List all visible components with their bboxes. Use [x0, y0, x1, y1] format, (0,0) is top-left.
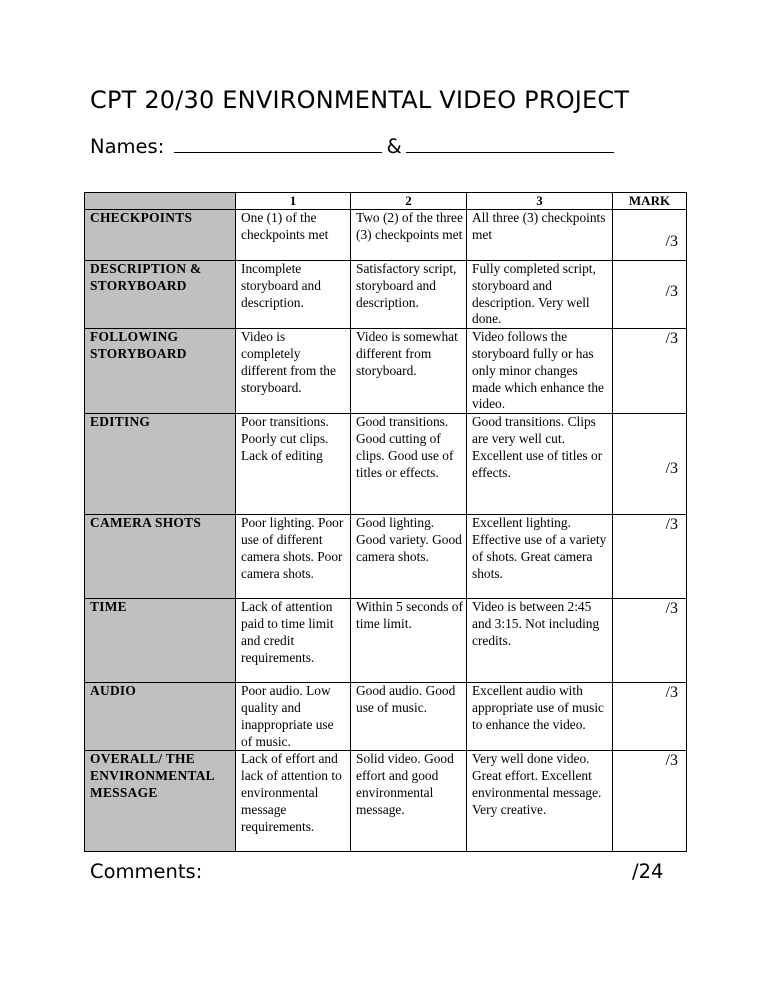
level-1-cell: Poor lighting. Poor use of different camera shots. Poor camera shots.	[236, 515, 351, 599]
rubric-header-row	[85, 193, 687, 210]
table-row	[85, 751, 687, 852]
names-separator: &	[386, 135, 402, 158]
mark-cell[interactable]	[613, 414, 687, 515]
mark-cell[interactable]	[613, 515, 687, 599]
mark-cell[interactable]	[613, 261, 687, 329]
page-title: CPT 20/30 ENVIRONMENTAL VIDEO PROJECT	[90, 86, 630, 114]
criterion-overall-environmental-message: OVERALL/ THE ENVIRONMENTAL MESSAGE	[85, 751, 236, 852]
table-row	[85, 683, 687, 751]
level-2-cell: Good lighting. Good variety. Good camera shots.	[351, 515, 467, 599]
mark-value: /3	[665, 460, 678, 478]
level-3-cell: Very well done video. Great effort. Excellent environmental message. Very creative.	[467, 751, 613, 852]
criterion-description-storyboard: DESCRIPTION & STORYBOARD	[85, 261, 236, 329]
level-3-cell: Video is between 2:45 and 3:15. Not including credits.	[467, 599, 613, 683]
level-3-cell: Excellent lighting. Effective use of a variety of shots. Great camera shots.	[467, 515, 613, 599]
mark-value: /3	[665, 684, 678, 702]
level-1-cell: Lack of attention paid to time limit and credit requirements.	[236, 599, 351, 683]
level-1-cell: One (1) of the checkpoints met	[236, 210, 351, 261]
level-1-cell: Poor transitions. Poorly cut clips. Lack of editing	[236, 414, 351, 515]
mark-value: /3	[665, 330, 678, 348]
name-blank-2[interactable]	[406, 134, 614, 153]
comments-label: Comments:	[90, 860, 203, 883]
level-3-cell: Excellent audio with appropriate use of music to enhance the video.	[467, 683, 613, 751]
criterion-audio: AUDIO	[85, 683, 236, 751]
criterion-camera-shots: CAMERA SHOTS	[85, 515, 236, 599]
level-2-cell: Within 5 seconds of time limit.	[351, 599, 467, 683]
mark-cell[interactable]	[613, 329, 687, 414]
level-2-cell: Two (2) of the three (3) checkpoints met	[351, 210, 467, 261]
rubric-table	[84, 192, 687, 852]
level-3-cell: All three (3) checkpoints met	[467, 210, 613, 261]
table-row	[85, 210, 687, 261]
mark-value: /3	[665, 516, 678, 534]
level-1-cell: Incomplete storyboard and description.	[236, 261, 351, 329]
table-row	[85, 599, 687, 683]
level-3-cell: Video follows the storyboard fully or has only minor changes made which enhance the video.	[467, 329, 613, 414]
criterion-following-storyboard: FOLLOWING STORYBOARD	[85, 329, 236, 414]
mark-cell[interactable]	[613, 683, 687, 751]
criterion-checkpoints: CHECKPOINTS	[85, 210, 236, 261]
table-row	[85, 414, 687, 515]
level-1-cell: Lack of effort and lack of attention to environmental message requirements.	[236, 751, 351, 852]
names-line	[90, 134, 618, 158]
table-row	[85, 261, 687, 329]
level-2-cell: Good transitions. Good cutting of clips. Good use of titles or effects.	[351, 414, 467, 515]
header-level-2: 2	[351, 193, 467, 210]
level-1-cell: Poor audio. Low quality and inappropriate use of music.	[236, 683, 351, 751]
table-row	[85, 329, 687, 414]
level-2-cell: Satisfactory script, storyboard and description.	[351, 261, 467, 329]
mark-cell[interactable]	[613, 751, 687, 852]
level-2-cell: Video is somewhat different from storyboard.	[351, 329, 467, 414]
mark-value: /3	[665, 233, 678, 250]
mark-value: /3	[665, 600, 678, 618]
header-mark: MARK	[613, 193, 687, 210]
header-level-1: 1	[236, 193, 351, 210]
level-2-cell: Solid video. Good effort and good environmental message.	[351, 751, 467, 852]
criterion-time: TIME	[85, 599, 236, 683]
name-blank-1[interactable]	[174, 134, 382, 153]
level-3-cell: Fully completed script, storyboard and description. Very well done.	[467, 261, 613, 329]
level-3-cell: Good transitions. Clips are very well cut. Excellent use of titles or effects.	[467, 414, 613, 515]
header-level-3: 3	[467, 193, 613, 210]
level-2-cell: Good audio. Good use of music.	[351, 683, 467, 751]
mark-cell[interactable]	[613, 599, 687, 683]
mark-value: /3	[665, 752, 678, 770]
names-label: Names:	[90, 135, 165, 158]
table-row	[85, 515, 687, 599]
criterion-editing: EDITING	[85, 414, 236, 515]
level-1-cell: Video is completely different from the storyboard.	[236, 329, 351, 414]
mark-value: /3	[665, 283, 678, 300]
mark-cell[interactable]	[613, 210, 687, 261]
total-mark: /24	[632, 860, 664, 883]
header-criterion	[85, 193, 236, 210]
